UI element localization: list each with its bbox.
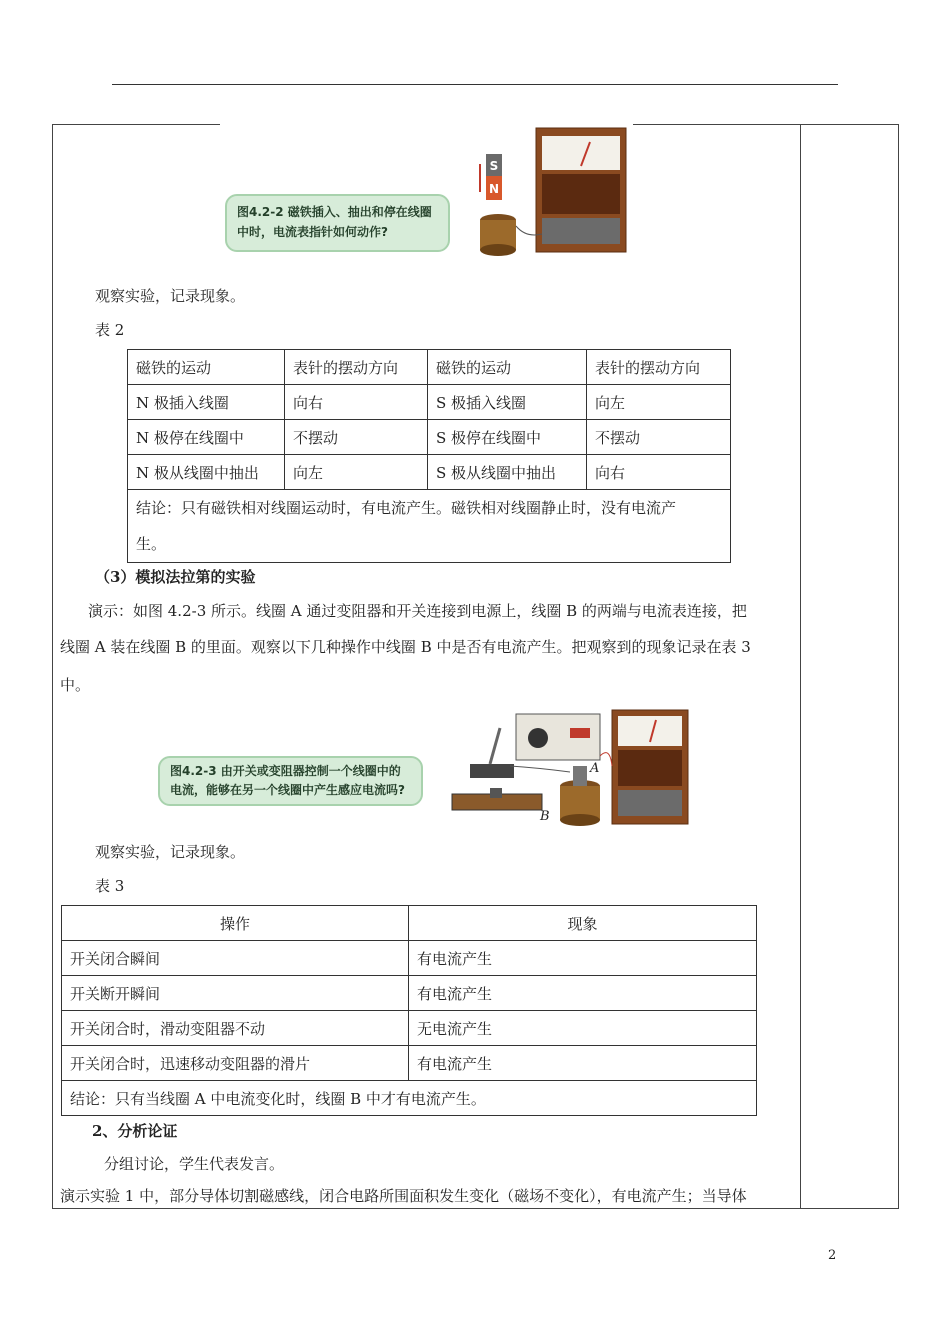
figure2-caption: 图4.2-3 由开关或变阻器控制一个线圈中的电流，能够在另一个线圈中产生感应电流吗? — [158, 756, 423, 806]
table3 — [61, 905, 757, 1116]
coil-b-bottom — [560, 814, 600, 826]
table2-label: 表 2 — [95, 321, 125, 339]
discussion-text: 分组讨论，学生代表发言。 — [104, 1155, 285, 1173]
table2-header-row — [128, 350, 731, 385]
table3-conclusion: 结论：只有当线圈 A 中电流变化时，线圈 B 中才有电流产生。 — [62, 1081, 757, 1116]
coil-a — [573, 766, 587, 786]
table2-header-cell: 表针的摆动方向 — [285, 350, 428, 385]
table3-header-cell: 现象 — [409, 906, 757, 941]
table2-header-cell: 磁铁的运动 — [128, 350, 285, 385]
galvanometer-base — [542, 218, 620, 244]
table-cell: S 极插入线圈 — [428, 385, 587, 420]
table-frame-bottom — [52, 1208, 899, 1209]
figure1-caption-box — [225, 194, 465, 254]
table-frame-right — [898, 124, 899, 1208]
wire-2 — [510, 766, 570, 772]
table3-header-cell: 操作 — [62, 906, 409, 941]
table2-header-cell: 表针的摆动方向 — [587, 350, 731, 385]
table-frame-top-right — [633, 124, 899, 125]
table-cell: 开关闭合时，迅速移动变阻器的滑片 — [62, 1046, 409, 1081]
table-cell: S 极从线圈中抽出 — [428, 455, 587, 490]
table-cell: 有电流产生 — [409, 941, 757, 976]
demo-line-1: 演示：如图 4.2-3 所示。线圈 A 通过变阻器和开关连接到电源上，线圈 B 的两端与电流表连接，把 — [88, 602, 747, 620]
table-cell: 有电流产生 — [409, 976, 757, 1011]
table-cell: 开关闭合时，滑动变阻器不动 — [62, 1011, 409, 1046]
demo-line-3: 中。 — [60, 676, 91, 694]
label-a: A — [590, 761, 600, 776]
galvanometer-window-2 — [618, 750, 682, 786]
table-row — [128, 455, 731, 490]
table-frame-left — [52, 124, 53, 1208]
table3-conclusion-row — [62, 1081, 757, 1116]
table-cell: 向左 — [587, 385, 731, 420]
table-cell: 开关断开瞬间 — [62, 976, 409, 1011]
demo-line-2: 线圈 A 装在线圈 B 的里面。观察以下几种操作中线圈 B 中是否有电流产生。把观察到的现象记录在表 3 — [60, 638, 751, 656]
table-cell: N 极从线圈中抽出 — [128, 455, 285, 490]
table-cell: 开关闭合瞬间 — [62, 941, 409, 976]
observe-text-2: 观察实验，记录现象。 — [95, 843, 246, 861]
table-cell: N 极停在线圈中 — [128, 420, 285, 455]
table-row — [62, 1046, 757, 1081]
table2-conclusion — [128, 490, 731, 563]
section3-heading: （3）模拟法拉第的实验 — [95, 568, 256, 586]
table-frame-divider — [800, 124, 801, 1208]
section2-heading: 2、分析论证 — [92, 1122, 178, 1140]
table-row — [62, 1011, 757, 1046]
figure2-illustration — [440, 706, 690, 828]
table-row — [62, 941, 757, 976]
figure1-illustration — [468, 126, 638, 262]
coil-bottom — [480, 244, 516, 256]
galvanometer-base-2 — [618, 790, 682, 816]
table-cell: 有电流产生 — [409, 1046, 757, 1081]
table2-conclusion-line2: 生。 — [136, 535, 167, 553]
rheostat-slider — [490, 788, 502, 798]
power-supply-knob — [528, 728, 548, 748]
table-row — [128, 420, 731, 455]
switch-lever — [490, 728, 500, 764]
table3-label: 表 3 — [95, 877, 125, 895]
table-frame-top-left — [52, 124, 220, 125]
page-number: 2 — [828, 1248, 837, 1263]
table2-conclusion-row — [128, 490, 731, 563]
demo1-text: 演示实验 1 中，部分导体切割磁感线，闭合电路所围面积发生变化（磁场不变化），有电流产生；当导体 — [60, 1187, 747, 1205]
switch — [470, 764, 514, 778]
table-cell: 不摆动 — [587, 420, 731, 455]
label-b: B — [540, 809, 550, 824]
table2-header-cell: 磁铁的运动 — [428, 350, 587, 385]
observe-text-1: 观察实验，记录现象。 — [95, 287, 246, 305]
galvanometer-window — [542, 174, 620, 214]
figure1-caption: 图4.2-2 磁铁插入、抽出和停在线圈中时，电流表指针如何动作? — [225, 194, 450, 252]
magnet-s-label: S — [489, 159, 499, 173]
table-cell: N 极插入线圈 — [128, 385, 285, 420]
wire-red — [600, 753, 612, 766]
table2 — [127, 349, 731, 563]
table-cell: S 极停在线圈中 — [428, 420, 587, 455]
table-cell: 向右 — [587, 455, 731, 490]
table-row — [62, 976, 757, 1011]
table-cell: 无电流产生 — [409, 1011, 757, 1046]
table-cell: 向右 — [285, 385, 428, 420]
table-cell: 向左 — [285, 455, 428, 490]
table3-header-row — [62, 906, 757, 941]
header-rule — [112, 84, 838, 85]
figure2-caption-box — [158, 756, 436, 810]
table2-conclusion-line1: 结论：只有磁铁相对线圈运动时，有电流产生。磁铁相对线圈静止时，没有电流产 — [136, 499, 677, 517]
table-row — [128, 385, 731, 420]
power-supply-terminal — [570, 728, 590, 738]
magnet-n-label: N — [488, 182, 500, 196]
table-cell: 不摆动 — [285, 420, 428, 455]
